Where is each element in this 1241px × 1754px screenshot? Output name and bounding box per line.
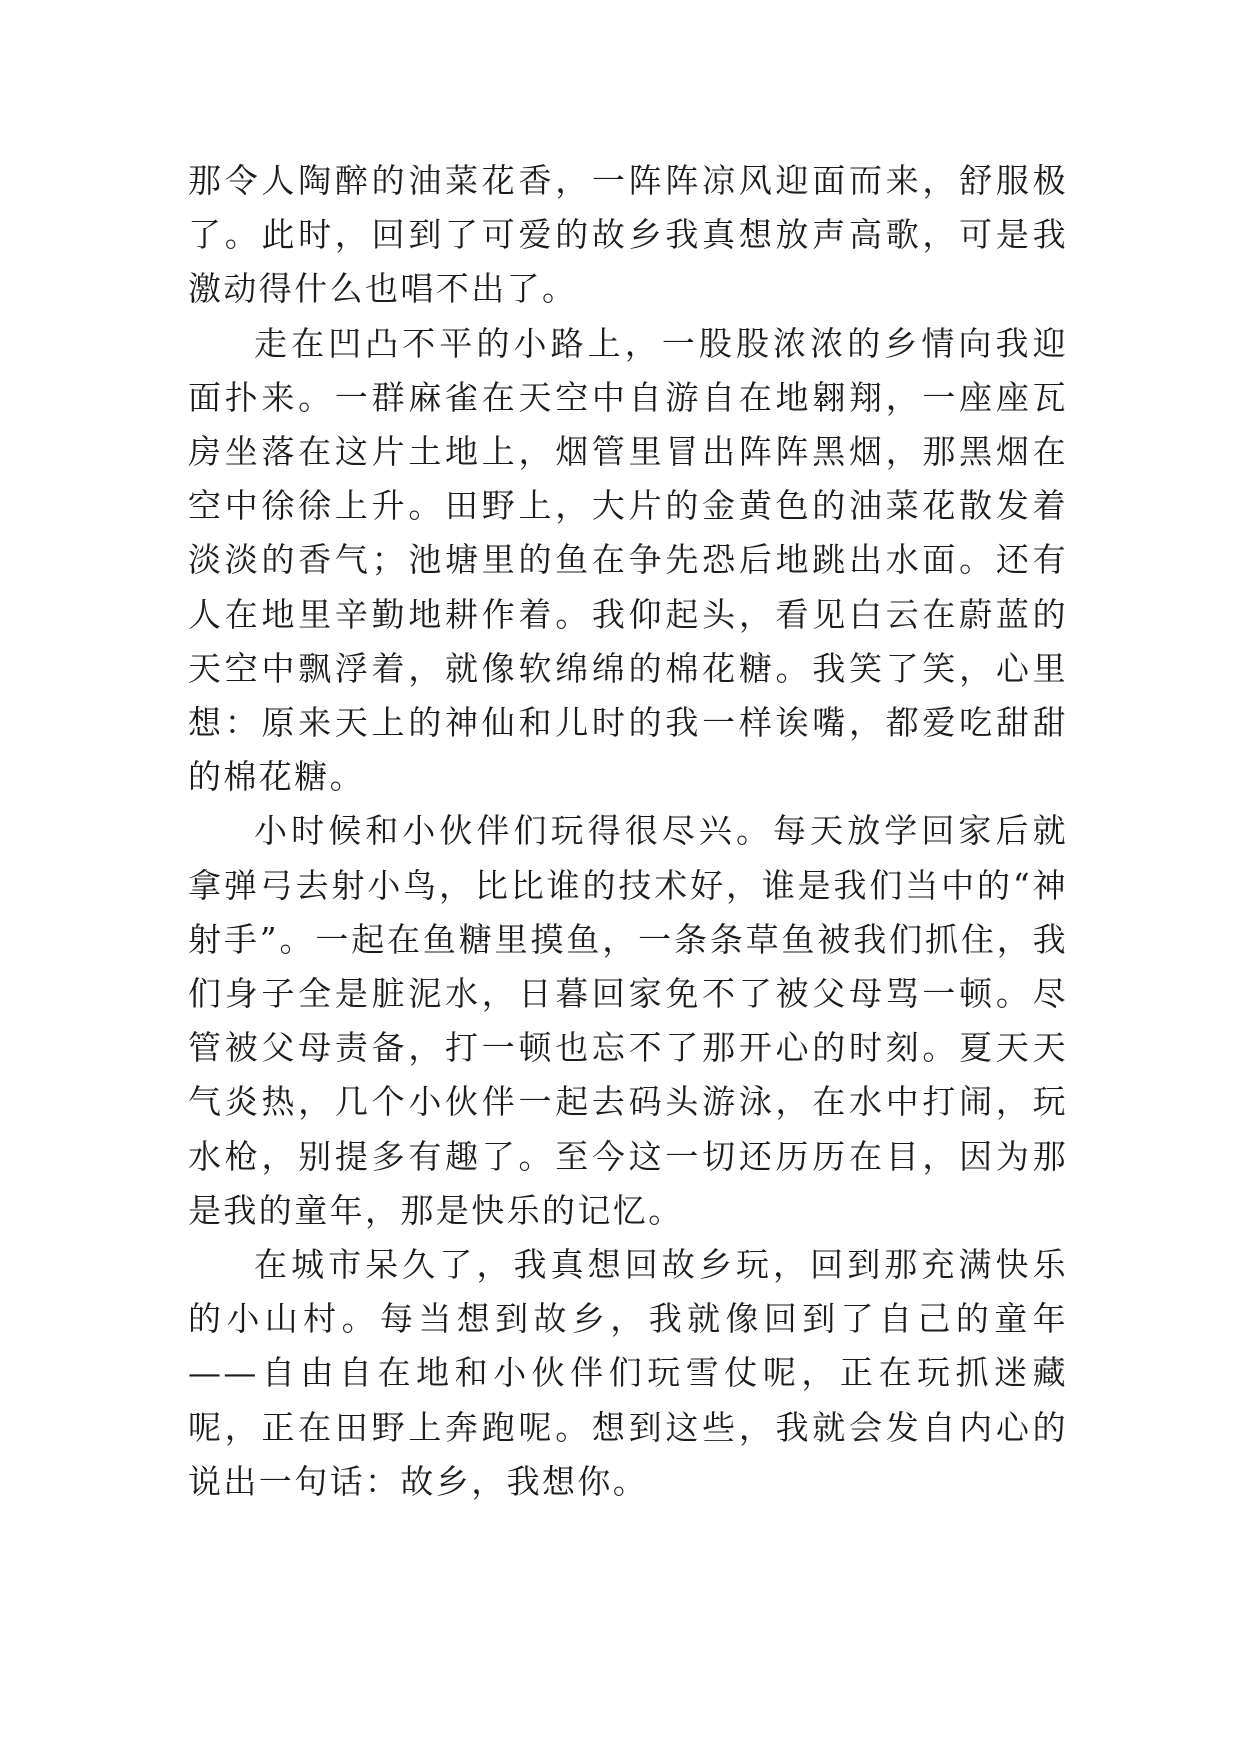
paragraph-1: 那令人陶醉的油菜花香，一阵阵凉风迎面而来，舒服极了。此时，回到了可爱的故乡我真想放声高歌，可是我激动得什么也唱不出了。 bbox=[188, 161, 1068, 309]
paragraph-4: 在城市呆久了，我真想回故乡玩，回到那充满快乐的小山村。每当想到故乡，我就像回到了自己的童年——自由自在地和小伙伴们玩雪仗呢，正在玩抓迷藏呢，正在田野上奔跑呢。想到这些，我就会发自内心的说出一句话：故乡，我想你。 bbox=[188, 1245, 1068, 1501]
essay-body bbox=[188, 154, 1068, 1509]
paragraph-2: 走在凹凸不平的小路上，一股股浓浓的乡情向我迎面扑来。一群麻雀在天空中自游自在地翱翔，一座座瓦房坐落在这片土地上，烟管里冒出阵阵黑烟，那黑烟在空中徐徐上升。田野上，大片的金黄色的油菜花散发着淡淡的香气；池塘里的鱼在争先恐后地跳出水面。还有人在地里辛勤地耕作着。我仰起头，看见白云在蔚蓝的天空中飘浮着，就像软绵绵的棉花糖。我笑了笑，心里想：原来天上的神仙和儿时的我一样诶嘴，都爱吃甜甜的棉花糖。 bbox=[188, 323, 1068, 797]
paragraph-3: 小时候和小伙伴们玩得很尽兴。每天放学回家后就拿弹弓去射小鸟，比比谁的技术好，谁是我们当中的“神射手”。一起在鱼糖里摸鱼，一条条草鱼被我们抓住，我们身子全是脏泥水，日暮回家免不了被父母骂一顿。尽管被父母责备，打一顿也忘不了那开心的时刻。夏天天气炎热，几个小伙伴一起去码头游泳，在水中打闹，玩水枪，别提多有趣了。至今这一切还历历在目，因为那是我的童年，那是快乐的记忆。 bbox=[188, 811, 1068, 1230]
